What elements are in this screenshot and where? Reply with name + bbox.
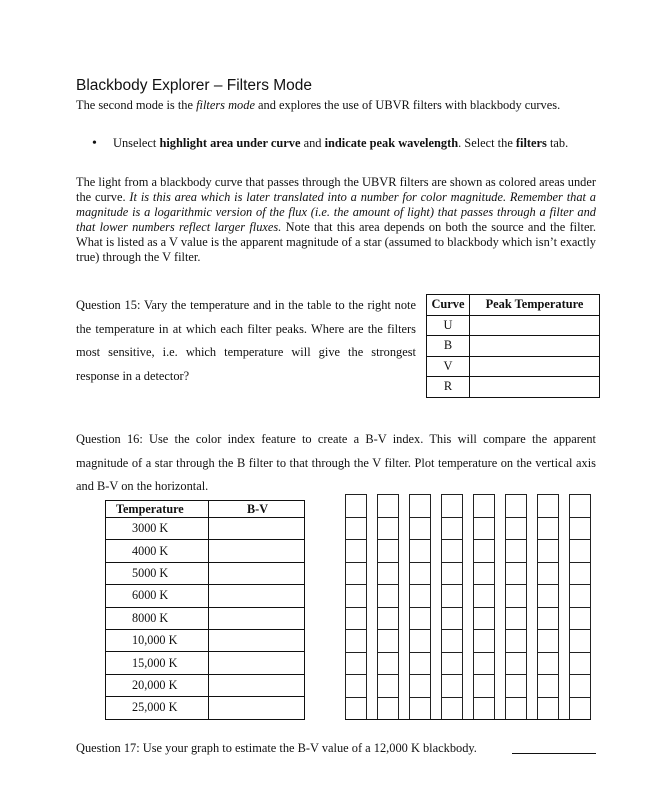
table-row: [106, 607, 305, 629]
header-peak-temperature: Peak Temperature: [470, 295, 600, 316]
grid-cell: [505, 539, 527, 563]
table-row: [106, 652, 305, 674]
intro-paragraph: [76, 98, 596, 113]
grid-cell: [441, 517, 463, 541]
grid-cell: [345, 652, 367, 676]
grid-cell: [569, 652, 591, 676]
body-text-1: The light from a blackbody curve that passes through the UBVR filters are shown as colored areas under the curve.: [76, 175, 596, 204]
grid-cell: [441, 584, 463, 608]
grid-cell: [377, 607, 399, 631]
intro-text: The second mode is the: [76, 98, 197, 112]
grid-cell: [409, 494, 431, 518]
grid-cell: [505, 517, 527, 541]
bullet-text-1: Unselect: [113, 136, 160, 150]
grid-cell: [473, 607, 495, 631]
grid-cell: [473, 562, 495, 586]
grid-cell: [409, 607, 431, 631]
table-row: [427, 377, 600, 398]
grid-cell: [537, 539, 559, 563]
grid-cell: [569, 562, 591, 586]
grid-cell: [345, 674, 367, 698]
question-16: Question 16: Use the color index feature to create a B-V index. This will compare the apparent magnitude of a star through the B filter to that through the V filter. Plot temperature on the vertical axis and B-V on the horizontal.: [76, 432, 596, 493]
bullet-bold-1: highlight area under curve: [159, 136, 301, 150]
grid-cell: [345, 584, 367, 608]
grid-cell: [505, 629, 527, 653]
grid-cell: [409, 629, 431, 653]
temperature-cell: 5000 K: [106, 562, 209, 584]
grid-cell: [537, 607, 559, 631]
temperature-cell: 15,000 K: [106, 652, 209, 674]
header-curve: Curve: [427, 295, 470, 316]
grid-column: [409, 494, 431, 719]
grid-cell: [441, 629, 463, 653]
peak-temperature-table: [426, 294, 600, 398]
grid-cell: [345, 517, 367, 541]
temperature-cell: 8000 K: [106, 607, 209, 629]
grid-cell: [569, 629, 591, 653]
grid-cell: [537, 629, 559, 653]
peak-temperature-cell[interactable]: [470, 315, 600, 336]
intro-emphasis: filters mode: [196, 98, 255, 112]
table-row: [427, 356, 600, 377]
bv-cell[interactable]: [209, 629, 305, 651]
grid-cell: [345, 539, 367, 563]
grid-cell: [345, 494, 367, 518]
header-bv: B-V: [209, 501, 305, 518]
temperature-cell: 6000 K: [106, 585, 209, 607]
grid-cell: [409, 539, 431, 563]
grid-cell: [441, 494, 463, 518]
grid-cell: [473, 517, 495, 541]
grid-column: [569, 494, 591, 719]
grid-cell: [569, 674, 591, 698]
graph-axis-line: [345, 719, 591, 720]
peak-temperature-cell[interactable]: [470, 356, 600, 377]
grid-cell: [441, 674, 463, 698]
question-17: Question 17: Use your graph to estimate the B-V value of a 12,000 K blackbody.: [76, 741, 477, 755]
grid-column: [537, 494, 559, 719]
grid-cell: [377, 697, 399, 721]
bullet-instruction: [113, 136, 596, 151]
grid-cell: [569, 517, 591, 541]
grid-cell: [473, 674, 495, 698]
grid-cell: [569, 584, 591, 608]
grid-cell: [409, 674, 431, 698]
bv-cell[interactable]: [209, 607, 305, 629]
grid-column: [345, 494, 367, 719]
table-row: [106, 697, 305, 719]
bullet-dot-icon: •: [92, 136, 97, 151]
grid-cell: [473, 584, 495, 608]
question-15: Question 15: Vary the temperature and in the table to the right note the temperature in at which each filter peaks. Where are the filters most sensitive, i.e. which temperature will give the strongest response in a detector?: [76, 298, 416, 383]
curve-cell: U: [427, 315, 470, 336]
bullet-bold-2: indicate peak wavelength: [324, 136, 459, 150]
curve-cell: B: [427, 336, 470, 357]
grid-cell: [377, 562, 399, 586]
table-row: [106, 540, 305, 562]
body-paragraph: [76, 175, 596, 265]
grid-cell: [441, 607, 463, 631]
table-row: [427, 336, 600, 357]
grid-cell: [377, 517, 399, 541]
header-temperature: Temperature: [106, 501, 209, 518]
grid-cell: [441, 652, 463, 676]
grid-column: [473, 494, 495, 719]
page-title: Blackbody Explorer – Filters Mode: [76, 77, 313, 94]
grid-cell: [505, 697, 527, 721]
grid-cell: [537, 584, 559, 608]
grid-cell: [505, 607, 527, 631]
grid-cell: [473, 494, 495, 518]
grid-cell: [537, 562, 559, 586]
grid-cell: [537, 494, 559, 518]
grid-cell: [505, 494, 527, 518]
body-italic: It is this area which is later translated into a number for color magnitude. Remember that a magnitude is a logarithmic version of the flux (i.e. the amount of light) that passes through a filter and that lower numbers reflect larger fluxes.: [76, 190, 596, 234]
table-row: [106, 518, 305, 540]
table-row: [427, 315, 600, 336]
grid-cell: [505, 652, 527, 676]
grid-cell: [409, 584, 431, 608]
grid-cell: [441, 562, 463, 586]
grid-cell: [537, 517, 559, 541]
grid-cell: [569, 539, 591, 563]
bullet-text-3: . Select the: [458, 136, 516, 150]
grid-cell: [569, 494, 591, 518]
bv-cell[interactable]: [209, 518, 305, 540]
grid-column: [441, 494, 463, 719]
grid-cell: [473, 697, 495, 721]
table-row: [106, 629, 305, 651]
bv-cell[interactable]: [209, 540, 305, 562]
grid-cell: [345, 607, 367, 631]
grid-cell: [377, 674, 399, 698]
grid-cell: [505, 584, 527, 608]
bv-cell[interactable]: [209, 652, 305, 674]
temperature-cell: 25,000 K: [106, 697, 209, 719]
bv-cell[interactable]: [209, 562, 305, 584]
grid-cell: [345, 562, 367, 586]
grid-cell: [409, 652, 431, 676]
bullet-bold-3: filters: [515, 136, 547, 150]
peak-temperature-cell[interactable]: [470, 336, 600, 357]
table-row: [106, 562, 305, 584]
bullet-text-2: and: [300, 136, 325, 150]
grid-cell: [441, 539, 463, 563]
grid-cell: [537, 652, 559, 676]
grid-cell: [537, 697, 559, 721]
answer-line[interactable]: [512, 753, 596, 754]
bv-table: [105, 500, 305, 720]
intro-text-end: and explores the use of UBVR filters with blackbody curves.: [254, 98, 561, 112]
grid-cell: [473, 652, 495, 676]
bv-cell[interactable]: [209, 697, 305, 719]
grid-column: [505, 494, 527, 719]
bv-cell[interactable]: [209, 585, 305, 607]
bv-cell[interactable]: [209, 674, 305, 696]
curve-cell: R: [427, 377, 470, 398]
peak-temperature-cell[interactable]: [470, 377, 600, 398]
table-row: [106, 585, 305, 607]
grid-cell: [473, 629, 495, 653]
grid-cell: [441, 697, 463, 721]
grid-cell: [377, 539, 399, 563]
curve-cell: V: [427, 356, 470, 377]
temperature-cell: 10,000 K: [106, 629, 209, 651]
grid-cell: [377, 629, 399, 653]
grid-cell: [569, 697, 591, 721]
grid-cell: [409, 517, 431, 541]
temperature-cell: 20,000 K: [106, 674, 209, 696]
graph-paper[interactable]: [345, 494, 597, 734]
temperature-cell: 3000 K: [106, 518, 209, 540]
body-text-2: Note that this area depends on both the source and the filter. What is listed as a V value is the apparent magnitude of a star (assumed to blackbody which isn’t exactly true) through the V filter.: [76, 220, 596, 264]
grid-cell: [345, 697, 367, 721]
bullet-text-4: tab.: [546, 136, 569, 150]
grid-cell: [569, 607, 591, 631]
grid-cell: [505, 562, 527, 586]
grid-cell: [345, 629, 367, 653]
grid-cell: [473, 539, 495, 563]
table-row: [106, 674, 305, 696]
grid-cell: [537, 674, 559, 698]
grid-cell: [409, 562, 431, 586]
grid-cell: [505, 674, 527, 698]
grid-cell: [409, 697, 431, 721]
temperature-cell: 4000 K: [106, 540, 209, 562]
grid-cell: [377, 494, 399, 518]
grid-cell: [377, 652, 399, 676]
grid-cell: [377, 584, 399, 608]
grid-column: [377, 494, 399, 719]
